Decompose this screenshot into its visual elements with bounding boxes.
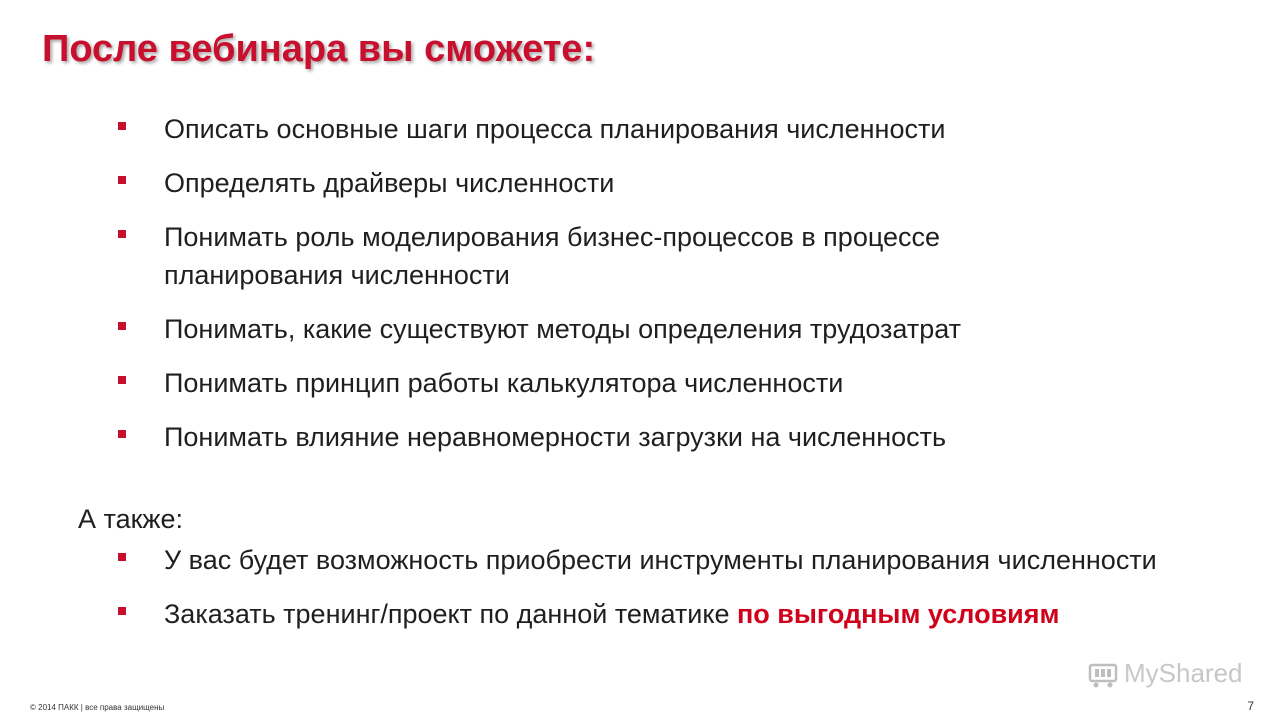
- watermark-text: MyShared: [1124, 658, 1243, 688]
- list-item: [118, 164, 1248, 202]
- slide-title: После вебинара вы сможете:: [42, 28, 596, 70]
- extra-bullet-list: [118, 541, 1248, 649]
- list-item: [118, 364, 1248, 402]
- bullet-square-icon: [118, 230, 126, 238]
- page-number: 7: [1247, 699, 1254, 713]
- bullet-square-icon: [118, 176, 126, 184]
- list-item: [118, 110, 1248, 148]
- bullet-square-icon: [118, 553, 126, 561]
- bullet-square-icon: [118, 122, 126, 130]
- list-item-text: Определять драйверы численности: [164, 168, 615, 198]
- main-bullet-list: [118, 110, 1248, 472]
- list-item-text: Понимать роль моделирования бизнес-процессов в процессе планирования численности: [164, 222, 941, 290]
- list-item-text: Понимать влияние неравномерности загрузки на численность: [164, 422, 947, 452]
- list-item: [118, 541, 1194, 579]
- footer-copyright: © 2014 ПАКК | все права защищены: [30, 703, 165, 712]
- cart-icon: [1088, 659, 1118, 689]
- watermark: [1088, 658, 1243, 689]
- bullet-square-icon: [118, 376, 126, 384]
- list-item-text: Понимать принцип работы калькулятора численности: [164, 368, 844, 398]
- bullet-square-icon: [118, 322, 126, 330]
- highlight-text: по выгодным условиям: [736, 599, 1060, 629]
- bullet-square-icon: [118, 607, 126, 615]
- list-item: [118, 418, 1248, 456]
- list-item-text: Заказать тренинг/проект по данной тематике: [164, 599, 737, 629]
- list-item-text: Описать основные шаги процесса планирования численности: [164, 114, 946, 144]
- list-item: [118, 218, 1124, 294]
- also-label: А также:: [78, 504, 183, 534]
- list-item-text: У вас будет возможность приобрести инструменты планирования численности: [164, 545, 1157, 575]
- list-item: [118, 310, 1248, 348]
- list-item: [118, 595, 1248, 633]
- bullet-square-icon: [118, 430, 126, 438]
- list-item-text: Понимать, какие существуют методы определения трудозатрат: [164, 314, 962, 344]
